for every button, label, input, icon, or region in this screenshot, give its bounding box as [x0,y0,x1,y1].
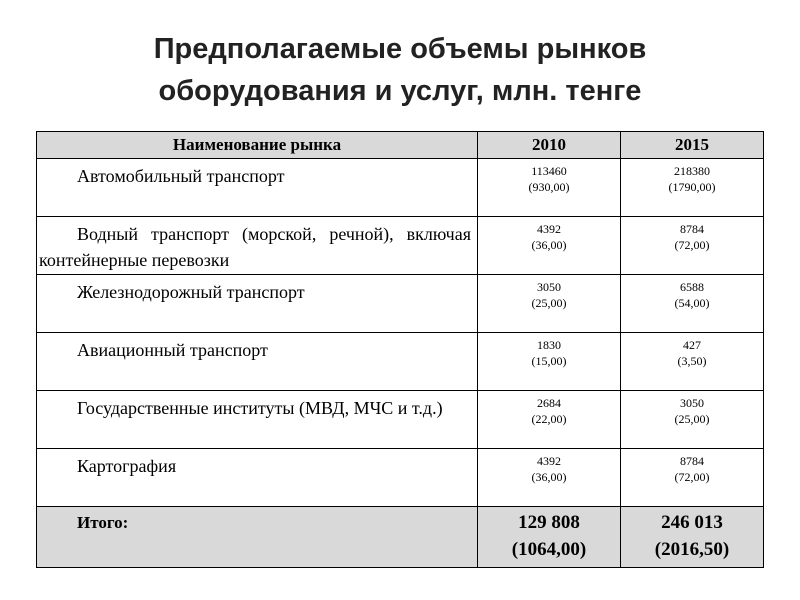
market-name: Авиационный транспорт [37,333,478,391]
value-2015-main: 8784 [680,454,704,468]
table-row [37,275,764,333]
total-row [37,507,764,568]
value-2015-main: 8784 [680,222,704,236]
value-2015-main: 427 [683,338,701,352]
total-2015-sub: (2016,50) [654,539,730,560]
value-2015-sub: (3,50) [677,354,707,368]
value-2010 [478,217,621,275]
value-2015 [621,391,764,449]
market-name: Картография [37,449,478,507]
value-2010 [478,275,621,333]
value-2010-sub: (15,00) [531,354,567,368]
value-2015-sub: (25,00) [674,412,710,426]
value-2015 [621,275,764,333]
total-label: Итого: [37,507,478,568]
value-2015 [621,449,764,507]
value-2015-main: 3050 [680,396,704,410]
title-line-1: Предполагаемые объемы рынков [153,33,647,65]
total-2010-sub: (1064,00) [511,539,587,560]
value-2010 [478,333,621,391]
total-2010 [478,507,621,568]
market-name: Железнодорожный транспорт [37,275,478,333]
total-2015 [621,507,764,568]
header-row [37,132,764,159]
table-row [37,159,764,217]
market-name: Водный транспорт (морской, речной), включая контейнерные перевозки [37,217,478,275]
table-row [37,333,764,391]
value-2015-sub: (1790,00) [668,180,716,194]
value-2010-main: 1830 [537,338,561,352]
table-row [37,217,764,275]
value-2015-sub: (54,00) [674,296,710,310]
header-market-name: Наименование рынка [37,132,478,159]
value-2015 [621,333,764,391]
market-name: Автомобильный транспорт [37,159,478,217]
value-2015 [621,217,764,275]
market-name: Государственные институты (МВД, МЧС и т.д.) [37,391,478,449]
total-2010-main: 129 808 [518,512,580,533]
value-2015-main: 6588 [680,280,704,294]
value-2010-main: 113460 [531,164,567,178]
value-2010-sub: (930,00) [528,180,570,194]
value-2015 [621,159,764,217]
value-2010 [478,159,621,217]
header-2015: 2015 [621,132,764,159]
value-2010-sub: (36,00) [531,470,567,484]
value-2010 [478,391,621,449]
value-2010-main: 4392 [537,222,561,236]
value-2010-main: 2684 [537,396,561,410]
market-volume-table [36,131,764,568]
table-row [37,391,764,449]
value-2010-sub: (22,00) [531,412,567,426]
page-title [0,28,800,112]
value-2010-sub: (25,00) [531,296,567,310]
value-2015-sub: (72,00) [674,470,710,484]
value-2010-main: 3050 [537,280,561,294]
table-row [37,449,764,507]
value-2015-main: 218380 [674,164,710,178]
value-2010-main: 4392 [537,454,561,468]
value-2010-sub: (36,00) [531,238,567,252]
value-2010 [478,449,621,507]
title-line-2: оборудования и услуг, млн. тенге [158,75,642,107]
value-2015-sub: (72,00) [674,238,710,252]
total-2015-main: 246 013 [661,512,723,533]
header-2010: 2010 [478,132,621,159]
